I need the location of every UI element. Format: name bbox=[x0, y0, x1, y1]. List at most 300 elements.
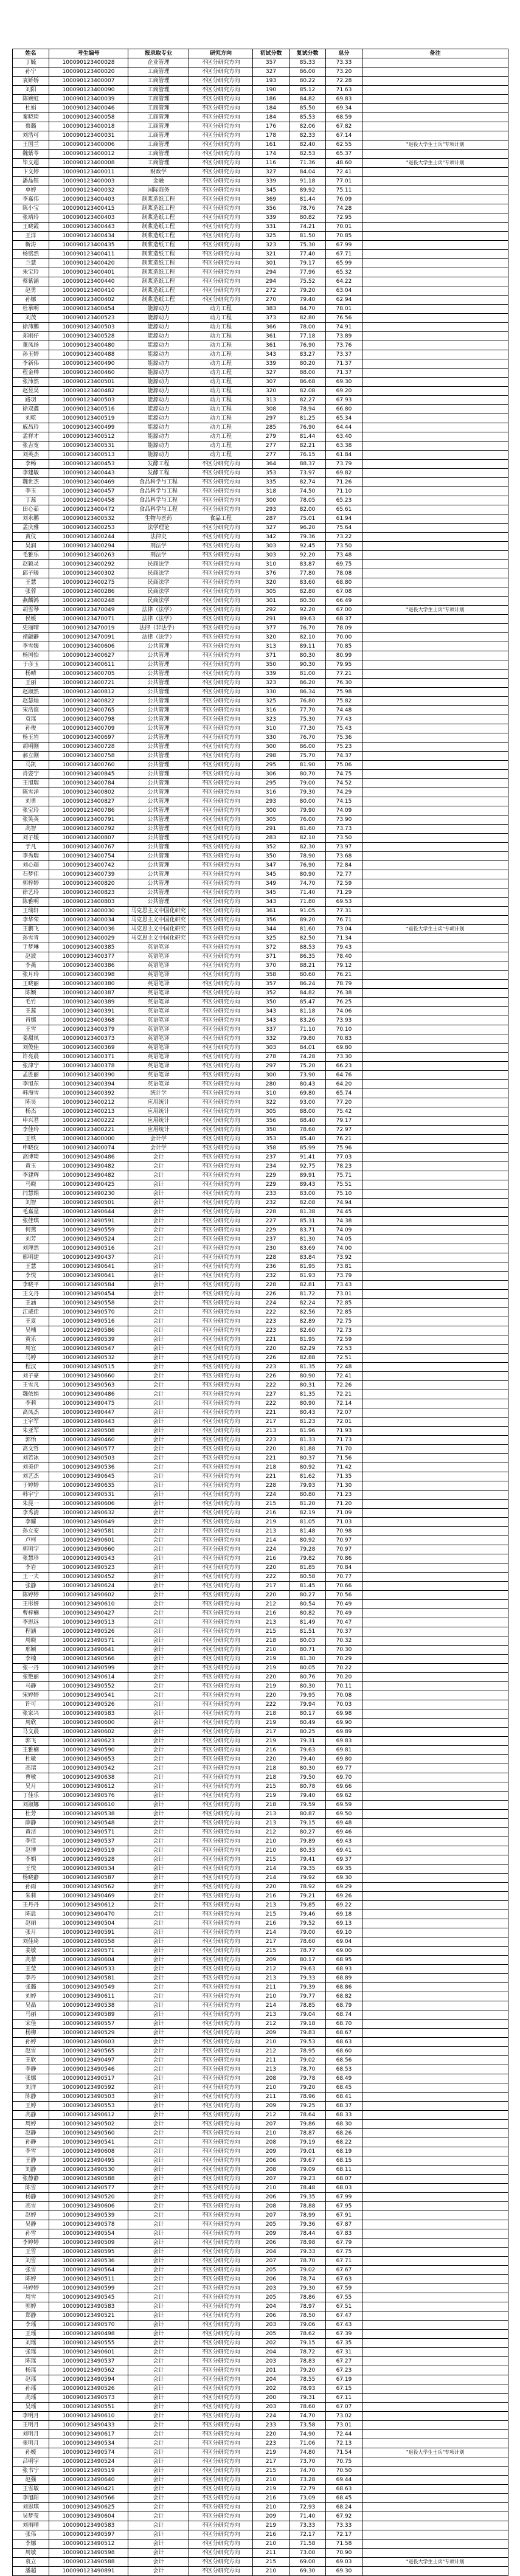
cell-candidate-id: 100090123490529 bbox=[49, 2029, 128, 2038]
cell-remarks bbox=[362, 1253, 508, 1262]
cell-total-score: 71.34 bbox=[326, 934, 362, 943]
table-row bbox=[13, 1919, 508, 1928]
cell-name: 陈颖 bbox=[13, 989, 49, 998]
cell-total-score: 76.56 bbox=[326, 314, 362, 323]
cell-initial-score: 213 bbox=[253, 2010, 289, 2020]
cell-initial-score: 219 bbox=[253, 1719, 289, 1728]
table-row bbox=[13, 168, 508, 177]
cell-retest-score: 83.26 bbox=[289, 1016, 326, 1025]
cell-direction: 不区分研究方向 bbox=[189, 1107, 253, 1117]
cell-remarks bbox=[362, 1518, 508, 1527]
cell-name: 刘淑娜 bbox=[13, 1801, 49, 1810]
cell-initial-score: 209 bbox=[253, 1956, 289, 1965]
cell-remarks bbox=[362, 104, 508, 113]
cell-retest-score: 84.04 bbox=[289, 168, 326, 177]
cell-name: 刘俊佳 bbox=[13, 1044, 49, 1053]
cell-total-score: 71.70 bbox=[326, 1445, 362, 1454]
cell-direction: 食品工程 bbox=[189, 514, 253, 524]
cell-candidate-id: 100090123490583 bbox=[49, 1709, 128, 1719]
cell-total-score: 73.02 bbox=[326, 2412, 362, 2421]
cell-retest-score: 80.05 bbox=[289, 1664, 326, 1673]
table-row bbox=[13, 633, 508, 642]
cell-direction: 动力工程 bbox=[189, 369, 253, 378]
cell-initial-score: 193 bbox=[253, 77, 289, 86]
table-row bbox=[13, 460, 508, 469]
table-row bbox=[13, 2330, 508, 2339]
cell-retest-score: 80.90 bbox=[289, 1399, 326, 1408]
table-row bbox=[13, 1837, 508, 1846]
cell-initial-score: 343 bbox=[253, 898, 289, 907]
cell-total-score: 78.79 bbox=[326, 980, 362, 989]
cell-candidate-id: 100090123490460 bbox=[49, 1436, 128, 1445]
cell-direction: 不区分研究方向 bbox=[189, 1746, 253, 1755]
cell-major: 会计 bbox=[128, 1947, 189, 1956]
cell-major: 会计 bbox=[128, 1299, 189, 1308]
cell-direction: 不区分研究方向 bbox=[189, 952, 253, 961]
cell-initial-score: 345 bbox=[253, 870, 289, 879]
cell-major: 会计 bbox=[128, 1472, 189, 1481]
cell-remarks bbox=[362, 1728, 508, 1737]
cell-major: 会计 bbox=[128, 2430, 189, 2439]
cell-remarks bbox=[362, 186, 508, 195]
cell-initial-score: 206 bbox=[253, 2156, 289, 2166]
cell-remarks bbox=[362, 934, 508, 943]
table-row bbox=[13, 1618, 508, 1627]
cell-remarks bbox=[362, 1025, 508, 1034]
cell-total-score: 67.82 bbox=[326, 122, 362, 131]
cell-total-score: 76.21 bbox=[326, 971, 362, 980]
cell-name: 孙瑶 bbox=[13, 2384, 49, 2394]
cell-candidate-id: 100090123490519 bbox=[49, 2467, 128, 2476]
table-row bbox=[13, 478, 508, 487]
cell-remarks bbox=[362, 1436, 508, 1445]
cell-major: 会计 bbox=[128, 1928, 189, 1937]
cell-remarks bbox=[362, 469, 508, 478]
cell-initial-score: 285 bbox=[253, 423, 289, 432]
cell-major: 应用统计 bbox=[128, 1117, 189, 1126]
cell-candidate-id: 100090123490558 bbox=[49, 1299, 128, 1308]
cell-major: 马克思主义中国化研究 bbox=[128, 934, 189, 943]
cell-retest-score: 78.60 bbox=[289, 1937, 326, 1947]
cell-remarks bbox=[362, 2293, 508, 2302]
cell-initial-score: 224 bbox=[253, 1491, 289, 1500]
cell-retest-score: 81.44 bbox=[289, 432, 326, 441]
cell-major: 会计 bbox=[128, 2494, 189, 2503]
cell-retest-score: 79.28 bbox=[289, 1545, 326, 1554]
cell-remarks bbox=[362, 743, 508, 752]
table-row bbox=[13, 1792, 508, 1801]
cell-name: 张艳丽 bbox=[13, 1673, 49, 1682]
cell-candidate-id: 100090123490511 bbox=[49, 2275, 128, 2284]
cell-initial-score: 214 bbox=[253, 1864, 289, 1874]
cell-total-score: 72.28 bbox=[326, 77, 362, 86]
cell-total-score: 62.55 bbox=[326, 140, 362, 150]
cell-retest-score: 71.58 bbox=[289, 2540, 326, 2549]
table-row bbox=[13, 195, 508, 204]
cell-total-score: 64.44 bbox=[326, 423, 362, 432]
cell-candidate-id: 100090123490570 bbox=[49, 2321, 128, 2330]
cell-candidate-id: 100090123400221 bbox=[49, 1126, 128, 1135]
cell-candidate-id: 100090123400469 bbox=[49, 478, 128, 487]
cell-name: 张靖玲 bbox=[13, 213, 49, 223]
cell-candidate-id: 100090123400697 bbox=[49, 733, 128, 743]
cell-name: 马凯 bbox=[13, 761, 49, 770]
cell-retest-score: 78.70 bbox=[289, 2257, 326, 2266]
cell-name: 黄乐 bbox=[13, 1335, 49, 1345]
cell-retest-score: 81.60 bbox=[289, 925, 326, 934]
cell-direction: 不区分研究方向 bbox=[189, 1381, 253, 1390]
table-row bbox=[13, 1719, 508, 1728]
cell-remarks bbox=[362, 2074, 508, 2083]
cell-name: 王涵 bbox=[13, 1299, 49, 1308]
table-row bbox=[13, 414, 508, 423]
cell-remarks bbox=[362, 1883, 508, 1892]
cell-direction: 不区分研究方向 bbox=[189, 1855, 253, 1864]
cell-name: 张明月 bbox=[13, 2439, 49, 2448]
cell-initial-score: 210 bbox=[253, 2083, 289, 2093]
cell-direction: 不区分研究方向 bbox=[189, 770, 253, 779]
table-row bbox=[13, 2102, 508, 2111]
cell-candidate-id: 100090123490501 bbox=[49, 1199, 128, 1208]
cell-total-score: 69.48 bbox=[326, 1819, 362, 1828]
cell-total-score: 72.41 bbox=[326, 168, 362, 177]
cell-candidate-id: 100090123490538 bbox=[49, 1810, 128, 1819]
cell-remarks bbox=[362, 2321, 508, 2330]
cell-major: 会计 bbox=[128, 2175, 189, 2184]
header-total-score: 总分 bbox=[326, 49, 362, 58]
cell-name: 徐双鑫 bbox=[13, 405, 49, 414]
cell-total-score: 69.10 bbox=[326, 1928, 362, 1937]
cell-candidate-id: 100090123490606 bbox=[49, 1500, 128, 1509]
cell-candidate-id: 100090123400434 bbox=[49, 232, 128, 241]
cell-initial-score: 221 bbox=[253, 1335, 289, 1345]
cell-direction: 不区分研究方向 bbox=[189, 1262, 253, 1272]
cell-retest-score: 82.56 bbox=[289, 1308, 326, 1317]
cell-candidate-id: 100090123490603 bbox=[49, 2038, 128, 2047]
cell-direction: 不区分研究方向 bbox=[189, 1427, 253, 1436]
cell-candidate-id: 100090123400371 bbox=[49, 1053, 128, 1062]
cell-remarks bbox=[362, 533, 508, 542]
cell-name: 刘英杰 bbox=[13, 451, 49, 460]
cell-retest-score: 79.33 bbox=[289, 2248, 326, 2257]
cell-total-score: 71.26 bbox=[326, 478, 362, 487]
cell-direction: 动力工程 bbox=[189, 359, 253, 369]
cell-direction: 不区分研究方向 bbox=[189, 2430, 253, 2439]
table-row bbox=[13, 870, 508, 879]
cell-candidate-id: 100090123400074 bbox=[49, 1144, 128, 1153]
cell-initial-score: 220 bbox=[253, 1563, 289, 1573]
cell-total-score: 64.22 bbox=[326, 277, 362, 286]
cell-major: 法律（法学） bbox=[128, 606, 189, 615]
table-row bbox=[13, 2202, 508, 2211]
table-row bbox=[13, 2156, 508, 2166]
table-row bbox=[13, 1044, 508, 1053]
cell-retest-score: 88.00 bbox=[289, 1107, 326, 1117]
cell-major: 应用统计 bbox=[128, 1107, 189, 1117]
cell-retest-score: 78.60 bbox=[289, 2403, 326, 2412]
cell-direction: 不区分研究方向 bbox=[189, 2266, 253, 2275]
cell-direction: 不区分研究方向 bbox=[189, 1016, 253, 1025]
cell-total-score: 69.13 bbox=[326, 1919, 362, 1928]
cell-direction: 不区分研究方向 bbox=[189, 2302, 253, 2311]
cell-direction: 不区分研究方向 bbox=[189, 2485, 253, 2494]
cell-total-score: 70.77 bbox=[326, 1573, 362, 1582]
table-row bbox=[13, 159, 508, 168]
table-row bbox=[13, 843, 508, 852]
cell-retest-score: 80.82 bbox=[289, 1609, 326, 1618]
cell-candidate-id: 100090123490552 bbox=[49, 1682, 128, 1691]
cell-total-score: 72.17 bbox=[326, 2530, 362, 2540]
cell-remarks bbox=[362, 1481, 508, 1491]
cell-total-score: 71.58 bbox=[326, 2540, 362, 2549]
table-row bbox=[13, 1636, 508, 1646]
cell-total-score: 67.47 bbox=[326, 2311, 362, 2321]
cell-initial-score: 350 bbox=[253, 1126, 289, 1135]
cell-total-score: 76.38 bbox=[326, 989, 362, 998]
cell-direction: 不区分研究方向 bbox=[189, 2512, 253, 2521]
cell-name: 杨玉岩 bbox=[13, 733, 49, 743]
cell-direction: 不区分研究方向 bbox=[189, 961, 253, 971]
cell-remarks bbox=[362, 1472, 508, 1481]
cell-name: 卢柯 bbox=[13, 1536, 49, 1545]
cell-direction: 不区分研究方向 bbox=[189, 1281, 253, 1290]
cell-retest-score: 80.30 bbox=[289, 597, 326, 606]
cell-remarks bbox=[362, 195, 508, 204]
cell-candidate-id: 100090123490421 bbox=[49, 2485, 128, 2494]
cell-total-score: 67.59 bbox=[326, 2284, 362, 2293]
cell-candidate-id: 100090123400792 bbox=[49, 825, 128, 834]
cell-candidate-id: 100090123400480 bbox=[49, 341, 128, 350]
cell-total-score: 75.36 bbox=[326, 733, 362, 743]
cell-total-score: 75.71 bbox=[326, 1171, 362, 1180]
cell-retest-score: 86.24 bbox=[289, 980, 326, 989]
cell-candidate-id: 100090123400275 bbox=[49, 578, 128, 587]
cell-major: 民商法学 bbox=[128, 569, 189, 578]
cell-name: 刘智 bbox=[13, 1199, 49, 1208]
cell-retest-score: 90.30 bbox=[289, 660, 326, 670]
cell-name: 赵静 bbox=[13, 2129, 49, 2138]
cell-remarks bbox=[362, 524, 508, 533]
cell-total-score: 74.48 bbox=[326, 706, 362, 715]
cell-remarks bbox=[362, 1098, 508, 1107]
cell-candidate-id: 100090123490470 bbox=[49, 1910, 128, 1919]
cell-major: 会计 bbox=[128, 2330, 189, 2339]
cell-candidate-id: 100090123490597 bbox=[49, 2530, 128, 2540]
cell-major: 公共管理 bbox=[128, 733, 189, 743]
cell-name: 丁佳乐 bbox=[13, 1792, 49, 1801]
cell-initial-score: 303 bbox=[253, 1044, 289, 1053]
cell-initial-score: 322 bbox=[253, 1098, 289, 1107]
cell-direction: 不区分研究方向 bbox=[189, 2476, 253, 2485]
cell-candidate-id: 100090123490512 bbox=[49, 2540, 128, 2549]
table-row bbox=[13, 1372, 508, 1381]
cell-direction: 不区分研究方向 bbox=[189, 651, 253, 660]
cell-major: 能源动力 bbox=[128, 350, 189, 359]
cell-direction: 不区分研究方向 bbox=[189, 1828, 253, 1837]
cell-candidate-id: 100090123490591 bbox=[49, 1217, 128, 1226]
cell-remarks bbox=[362, 1226, 508, 1235]
cell-name: 高雪 bbox=[13, 2202, 49, 2211]
cell-retest-score: 74.90 bbox=[289, 2430, 326, 2439]
cell-direction: 不区分研究方向 bbox=[189, 2175, 253, 2184]
cell-retest-score: 78.87 bbox=[289, 2129, 326, 2138]
cell-initial-score: 212 bbox=[253, 1600, 289, 1609]
cell-candidate-id: 100090123490581 bbox=[49, 1527, 128, 1536]
cell-candidate-id: 100090123490520 bbox=[49, 2193, 128, 2202]
cell-candidate-id: 100090123490519 bbox=[49, 1846, 128, 1855]
cell-retest-score: 79.35 bbox=[289, 1864, 326, 1874]
table-row bbox=[13, 2010, 508, 2020]
cell-major: 会计 bbox=[128, 2412, 189, 2421]
table-row bbox=[13, 1627, 508, 1636]
cell-total-score: 65.99 bbox=[326, 259, 362, 268]
cell-candidate-id: 100090123400402 bbox=[49, 296, 128, 305]
table-row bbox=[13, 1673, 508, 1682]
cell-remarks bbox=[362, 2238, 508, 2248]
cell-retest-score: 86.00 bbox=[289, 68, 326, 77]
cell-name: 孙娜 bbox=[13, 296, 49, 305]
cell-direction: 动力工程 bbox=[189, 305, 253, 314]
cell-initial-score: 331 bbox=[253, 223, 289, 232]
cell-major: 会计 bbox=[128, 1317, 189, 1326]
cell-candidate-id: 100090123400012 bbox=[49, 150, 128, 159]
cell-name: 郑静 bbox=[13, 2311, 49, 2321]
cell-initial-score: 361 bbox=[253, 332, 289, 341]
cell-initial-score: 161 bbox=[253, 140, 289, 150]
cell-retest-score: 91.18 bbox=[289, 177, 326, 186]
table-row bbox=[13, 861, 508, 870]
cell-total-score: 69.18 bbox=[326, 1910, 362, 1919]
cell-name: 刘子媛 bbox=[13, 834, 49, 843]
cell-direction: 不区分研究方向 bbox=[189, 542, 253, 551]
cell-remarks bbox=[362, 597, 508, 606]
cell-initial-score: 300 bbox=[253, 496, 289, 505]
cell-initial-score: 343 bbox=[253, 1016, 289, 1025]
table-row bbox=[13, 2558, 508, 2567]
cell-candidate-id: 100090123490547 bbox=[49, 1345, 128, 1354]
cell-candidate-id: 100090123490612 bbox=[49, 1782, 128, 1792]
cell-initial-score: 327 bbox=[253, 68, 289, 77]
cell-direction: 不区分研究方向 bbox=[189, 1034, 253, 1044]
cell-major: 会计 bbox=[128, 1235, 189, 1244]
cell-remarks bbox=[362, 943, 508, 952]
cell-total-score: 69.30 bbox=[326, 378, 362, 387]
cell-direction: 不区分研究方向 bbox=[189, 788, 253, 797]
cell-direction: 不区分研究方向 bbox=[189, 1491, 253, 1500]
cell-name: 吴晶 bbox=[13, 2001, 49, 2010]
cell-initial-score: 325 bbox=[253, 697, 289, 706]
cell-total-score: 73.79 bbox=[326, 460, 362, 469]
cell-retest-score: 96.20 bbox=[289, 524, 326, 533]
cell-remarks bbox=[362, 633, 508, 642]
cell-candidate-id: 100090123400386 bbox=[49, 961, 128, 971]
cell-remarks bbox=[362, 259, 508, 268]
cell-total-score: 72.01 bbox=[326, 1418, 362, 1427]
table-row bbox=[13, 1454, 508, 1463]
cell-name: 张璐 bbox=[13, 1983, 49, 1992]
cell-direction: 不区分研究方向 bbox=[189, 2020, 253, 2029]
cell-direction: 不区分研究方向 bbox=[189, 1883, 253, 1892]
cell-name: 周晓 bbox=[13, 1636, 49, 1646]
cell-retest-score: 77.96 bbox=[289, 268, 326, 277]
cell-initial-score: 295 bbox=[253, 761, 289, 770]
cell-name: 袁娇娇 bbox=[13, 77, 49, 86]
table-row bbox=[13, 1591, 508, 1600]
cell-retest-score: 88.53 bbox=[289, 943, 326, 952]
cell-initial-score: 369 bbox=[253, 195, 289, 204]
cell-total-score: 72.51 bbox=[326, 1354, 362, 1363]
cell-direction: 不区分研究方向 bbox=[189, 2074, 253, 2083]
table-row bbox=[13, 1390, 508, 1399]
table-row bbox=[13, 834, 508, 843]
cell-remarks bbox=[362, 1399, 508, 1408]
cell-retest-score: 80.00 bbox=[289, 797, 326, 806]
cell-remarks bbox=[362, 2193, 508, 2202]
cell-direction: 不区分研究方向 bbox=[189, 1117, 253, 1126]
cell-initial-score: 371 bbox=[253, 952, 289, 961]
cell-retest-score: 84.82 bbox=[289, 95, 326, 104]
cell-candidate-id: 100090123400758 bbox=[49, 752, 128, 761]
cell-name: 李明月 bbox=[13, 2412, 49, 2421]
cell-retest-score: 71.40 bbox=[289, 888, 326, 898]
cell-initial-score: 293 bbox=[253, 797, 289, 806]
cell-name: 张雪 bbox=[13, 2266, 49, 2275]
cell-initial-score: 305 bbox=[253, 815, 289, 825]
cell-total-score: 66.49 bbox=[326, 597, 362, 606]
cell-name: 于梦琳 bbox=[13, 943, 49, 952]
cell-major: 会计 bbox=[128, 1536, 189, 1545]
cell-candidate-id: 100090123490495 bbox=[49, 2156, 128, 2166]
cell-direction: 不区分研究方向 bbox=[189, 496, 253, 505]
cell-retest-score: 72.79 bbox=[289, 2485, 326, 2494]
cell-remarks bbox=[362, 122, 508, 131]
table-row bbox=[13, 296, 508, 305]
cell-candidate-id: 100090123490640 bbox=[49, 2476, 128, 2485]
table-row bbox=[13, 2275, 508, 2284]
cell-name: 孙雪青 bbox=[13, 934, 49, 943]
cell-retest-score: 82.21 bbox=[289, 441, 326, 451]
cell-total-score: 72.13 bbox=[326, 2439, 362, 2448]
cell-candidate-id: 100090123400377 bbox=[49, 952, 128, 961]
table-row bbox=[13, 2229, 508, 2238]
cell-retest-score: 81.50 bbox=[289, 232, 326, 241]
cell-name: 丁蕊 bbox=[13, 496, 49, 505]
cell-retest-score: 78.98 bbox=[289, 2238, 326, 2248]
cell-retest-score: 79.30 bbox=[289, 788, 326, 797]
cell-candidate-id: 100090123400391 bbox=[49, 1007, 128, 1016]
cell-major: 制浆造纸工程 bbox=[128, 223, 189, 232]
cell-candidate-id: 100090123490543 bbox=[49, 1554, 128, 1563]
cell-total-score: 67.92 bbox=[326, 2512, 362, 2521]
table-row bbox=[13, 68, 508, 77]
cell-retest-score: 79.15 bbox=[289, 1819, 326, 1828]
cell-retest-score: 79.20 bbox=[289, 2366, 326, 2375]
table-row bbox=[13, 2430, 508, 2439]
cell-name: 王雪敏 bbox=[13, 2485, 49, 2494]
cell-major: 公共管理 bbox=[128, 651, 189, 660]
cell-retest-score: 80.92 bbox=[289, 1463, 326, 1472]
cell-retest-score: 76.15 bbox=[289, 451, 326, 460]
cell-name: 王晓霞 bbox=[13, 223, 49, 232]
cell-remarks bbox=[362, 551, 508, 560]
cell-direction: 不区分研究方向 bbox=[189, 1235, 253, 1244]
cell-initial-score: 370 bbox=[253, 961, 289, 971]
cell-major: 会计 bbox=[128, 2512, 189, 2521]
cell-direction: 不区分研究方向 bbox=[189, 177, 253, 186]
cell-remarks bbox=[362, 2038, 508, 2047]
cell-name: 许亮晨 bbox=[13, 1053, 49, 1062]
cell-direction: 动力工程 bbox=[189, 350, 253, 359]
